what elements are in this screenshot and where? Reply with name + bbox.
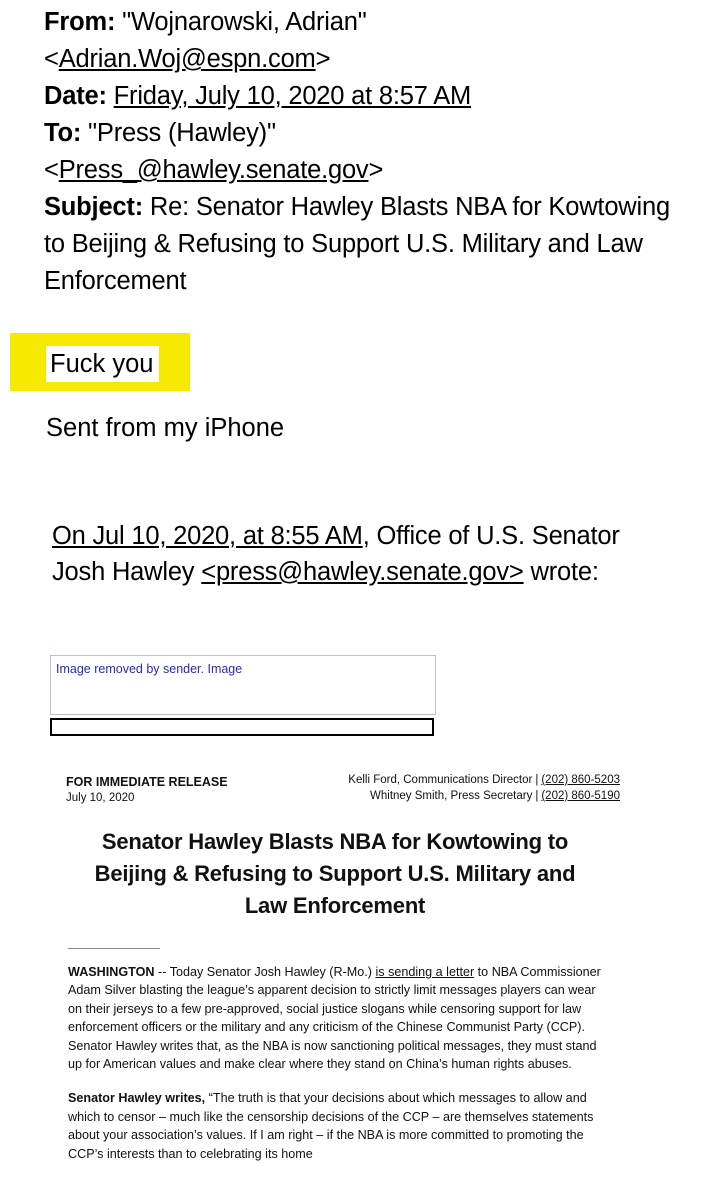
email-from-address-line: <Adrian.Woj@espn.com> (44, 45, 331, 73)
email-subject-line (44, 189, 684, 300)
press-release-body (68, 963, 606, 1163)
email-from-line (44, 4, 684, 41)
press-release-date: July 10, 2020 (66, 792, 135, 804)
quoted-intro-wrote: wrote: (523, 558, 599, 586)
email-to-value: "Press (Hawley)" (88, 119, 276, 147)
quoted-intro-rest: , Office of U.S. Senator Josh Hawley (52, 522, 620, 586)
email-subject-value: Re: Senator Hawley Blasts NBA for Kowtowing to Beijing & Refusing to Support U.S. Military and Law Enforcement (44, 193, 670, 295)
email-date-value: Friday, July 10, 2020 at 8:57 AM (113, 82, 472, 110)
contact-separator: | (535, 790, 539, 802)
removed-image-notice: Image removed by sender. Image (56, 662, 243, 676)
contact-row (348, 772, 620, 788)
contact-phone[interactable]: (202) 860-5190 (541, 790, 620, 802)
contact-row (348, 788, 620, 804)
email-from-value: "Wojnarowski, Adrian" (122, 8, 367, 36)
email-to-label: To: (44, 119, 82, 147)
email-date-line (44, 78, 684, 115)
email-reply-body: Fuck you (46, 346, 159, 382)
paragraph-1-text-b: to NBA Commissioner Adam Silver blasting the league’s apparent decision to strictly limit messages players can wear on their jerseys to a few pre-approved, social justice slogans while censoring support for law enforcement officers or the military and any criticism of the Chinese Communist Party (CCP). Senator Hawley writes that, as the NBA is now sanctioning political messages, they must stand up for American values and make clear where they stand on China’s human rights abuses. (68, 965, 601, 1072)
quoted-intro (52, 518, 652, 590)
removed-image-bar (50, 718, 434, 736)
paragraph-2-text: “The truth is that your decisions about which messages to allow and which to censor – much like the censorship decisions of the CCP – are themselves statements about your association’s values. If I am right – if the NBA is more committed to promoting the CCP’s interests than to celebrating its home (68, 1091, 594, 1161)
press-release-contacts (348, 772, 620, 804)
contact-phone[interactable]: (202) 860-5203 (541, 774, 620, 786)
email-from-address[interactable]: Adrian.Woj@espn.com (58, 45, 316, 73)
email-header (44, 4, 684, 300)
press-release-divider (68, 948, 160, 949)
email-to-line (44, 115, 684, 152)
press-release-paragraph-2 (68, 1089, 606, 1163)
email-signature: Sent from my iPhone (46, 414, 285, 442)
email-date-label: Date: (44, 82, 107, 110)
paragraph-2-lead: Senator Hawley writes, (68, 1091, 206, 1106)
contact-name: Kelli Ford, Communications Director (348, 774, 533, 786)
press-release-label: FOR IMMEDIATE RELEASE (66, 775, 228, 789)
paragraph-1-lead: WASHINGTON (68, 965, 155, 979)
paragraph-1-text-a: -- Today Senator Josh Hawley (R-Mo.) (154, 965, 376, 979)
press-release (50, 770, 620, 1179)
email-to-address[interactable]: Press_@hawley.senate.gov (58, 156, 369, 184)
quoted-intro-date: On Jul 10, 2020, at 8:55 AM (52, 522, 363, 550)
quoted-intro-address[interactable]: <press@hawley.senate.gov> (201, 558, 524, 586)
sending-a-letter-link[interactable]: is sending a letter (375, 965, 475, 979)
press-release-topline (50, 770, 620, 804)
contact-separator: | (535, 774, 539, 786)
email-subject-label: Subject: (44, 193, 143, 221)
contact-name: Whitney Smith, Press Secretary (370, 790, 533, 802)
press-release-title: Senator Hawley Blasts NBA for Kowtowing to Beijing & Refusing to Support U.S. Military and Law Enforcement (94, 829, 576, 918)
email-from-label: From: (44, 8, 116, 36)
email-to-address-line: <Press_@hawley.senate.gov> (44, 156, 384, 184)
press-release-paragraph-1 (68, 963, 606, 1073)
